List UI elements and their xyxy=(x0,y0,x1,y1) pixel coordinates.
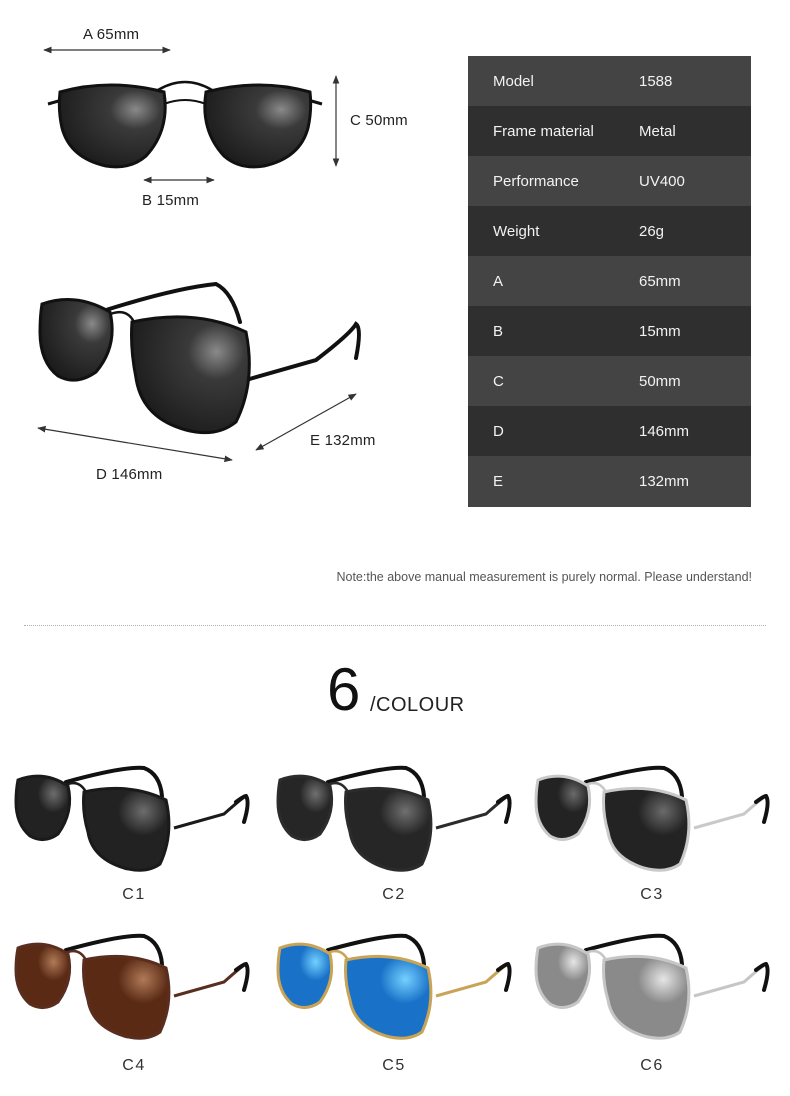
dimension-e-label: E 132mm xyxy=(310,432,376,449)
spec-value: Metal xyxy=(639,122,676,140)
spec-value: 26g xyxy=(639,222,665,240)
spec-row-d xyxy=(468,406,751,456)
spec-label: D xyxy=(493,422,504,440)
dimension-d-arrow xyxy=(34,422,238,466)
spec-row-b xyxy=(468,306,751,356)
section-divider xyxy=(24,625,766,626)
front-view-glasses xyxy=(40,70,330,170)
spec-label: C xyxy=(493,372,504,390)
spec-value: UV400 xyxy=(639,172,685,190)
colour-variant-c3-glasses xyxy=(534,762,774,872)
left-lens xyxy=(536,776,590,839)
right-lens xyxy=(84,788,169,870)
spec-label: Performance xyxy=(493,172,579,190)
spec-row-weight xyxy=(468,206,751,256)
left-lens xyxy=(536,944,590,1007)
colour-variant-c2-glasses xyxy=(276,762,516,872)
right-lens xyxy=(346,788,431,870)
near-temple-tip xyxy=(236,964,248,990)
spec-label: Frame material xyxy=(493,122,594,140)
colour-variant-c4-glasses xyxy=(14,930,254,1040)
colour-variant-label: C6 xyxy=(640,1057,664,1074)
spec-value: 65mm xyxy=(639,272,681,290)
spec-value: 146mm xyxy=(639,422,690,440)
colour-count: 6 xyxy=(327,656,361,723)
colour-variant-label: C4 xyxy=(122,1057,146,1074)
spec-row-model xyxy=(468,56,751,106)
spec-value: 15mm xyxy=(639,322,681,340)
dimension-b-arrow xyxy=(140,170,220,190)
colour-variant-label: C3 xyxy=(640,886,664,903)
colour-variant-c6-glasses xyxy=(534,930,774,1040)
right-lens xyxy=(346,956,431,1038)
spec-value: 132mm xyxy=(639,473,690,490)
spec-row-e xyxy=(468,456,751,507)
near-temple-tip xyxy=(756,964,768,990)
dimension-c-label: C 50mm xyxy=(350,112,408,129)
spec-label: E xyxy=(493,473,504,490)
left-lens xyxy=(16,776,70,839)
measurement-note: Note:the above manual measurement is purely normal. Please understand! xyxy=(336,570,752,584)
colour-variant-label: C1 xyxy=(122,886,146,903)
spec-row-frame-material xyxy=(468,106,751,156)
right-lens xyxy=(604,788,689,870)
dimension-a-label: A 65mm xyxy=(83,26,140,43)
spec-value: 50mm xyxy=(639,372,681,390)
spec-row-a xyxy=(468,256,751,306)
dimension-d-label: D 146mm xyxy=(96,466,163,483)
colour-heading: /COLOUR xyxy=(370,694,465,716)
near-temple-tip xyxy=(498,796,510,822)
spec-label: B xyxy=(493,322,504,340)
left-lens xyxy=(16,944,70,1007)
spec-label: Model xyxy=(493,72,534,90)
dimension-b-label: B 15mm xyxy=(142,192,200,209)
near-temple-tip xyxy=(236,796,248,822)
spec-row-c xyxy=(468,356,751,406)
colour-variant-c1-glasses xyxy=(14,762,254,872)
spec-table xyxy=(468,56,751,507)
colour-variant-c5-glasses xyxy=(276,930,516,1040)
right-lens xyxy=(84,956,169,1038)
dimension-a-arrow xyxy=(40,40,180,60)
right-lens xyxy=(604,956,689,1038)
near-temple-tip xyxy=(498,964,510,990)
dimension-c-arrow xyxy=(326,72,346,172)
spec-value: 1588 xyxy=(639,72,673,90)
spec-row-performance xyxy=(468,156,751,206)
colour-variant-label: C5 xyxy=(382,1057,406,1074)
left-lens xyxy=(278,944,332,1007)
colour-variant-label: C2 xyxy=(382,886,406,903)
spec-label: A xyxy=(493,272,504,290)
spec-label: Weight xyxy=(493,222,540,240)
left-lens xyxy=(278,776,332,839)
near-temple-tip xyxy=(756,796,768,822)
